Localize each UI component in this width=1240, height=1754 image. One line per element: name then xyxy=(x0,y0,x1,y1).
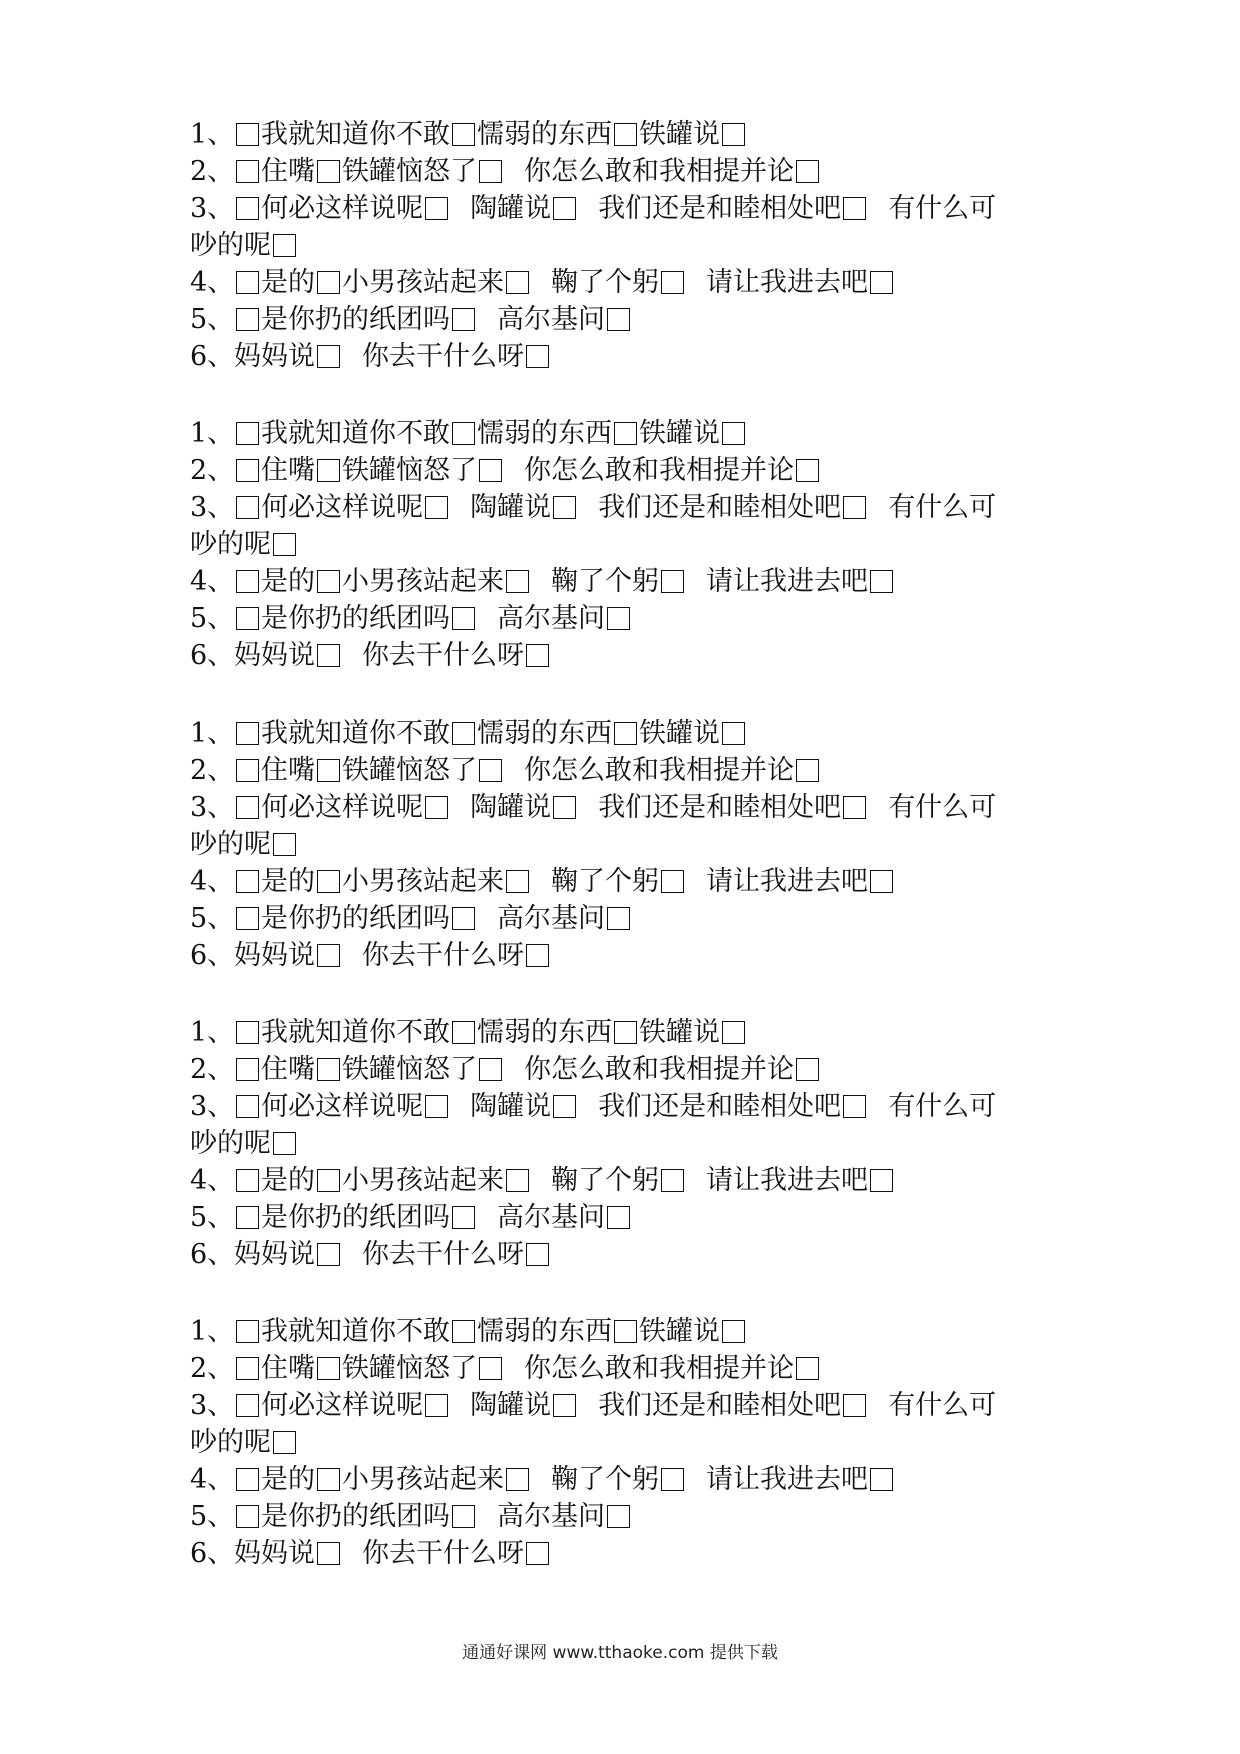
sentence-segment: 你怎么敢和我相提并论 xyxy=(524,1054,794,1085)
blank-box xyxy=(607,907,630,930)
sentence-segment: 你怎么敢和我相提并论 xyxy=(524,156,794,187)
question-5 xyxy=(190,900,1070,937)
blank-box xyxy=(843,1095,866,1118)
sentence-segment: 是你扔的纸团吗 xyxy=(261,1501,450,1532)
sentence-segment: 有什么可 xyxy=(888,492,997,523)
blank-box xyxy=(479,1357,502,1380)
sentence-segment: 妈妈说 xyxy=(234,1239,315,1270)
question-number: 3、 xyxy=(190,492,235,523)
blank-box xyxy=(607,308,630,331)
sentence-segment: 你怎么敢和我相提并论 xyxy=(524,1353,794,1384)
sentence-segment: 鞠了个躬 xyxy=(551,267,659,298)
blank-box xyxy=(236,1095,259,1118)
sentence-segment: 铁罐恼怒了 xyxy=(342,1353,477,1384)
sentence-segment: 懦弱的东西 xyxy=(477,418,612,449)
sentence-segment: 陶罐说 xyxy=(470,1390,552,1421)
question-number: 6、 xyxy=(190,940,235,971)
sentence-segment: 懦弱的东西 xyxy=(477,1316,612,1347)
question-number: 3、 xyxy=(190,1091,235,1122)
blank-box xyxy=(317,160,340,183)
question-number: 1、 xyxy=(190,1017,235,1048)
blank-box xyxy=(236,759,259,782)
blank-box xyxy=(506,271,529,294)
sentence-segment: 我就知道你不敢 xyxy=(261,119,450,150)
sentence-segment: 陶罐说 xyxy=(470,492,552,523)
blank-box xyxy=(236,160,259,183)
blank-box xyxy=(526,644,549,667)
sentence-segment: 懦弱的东西 xyxy=(477,718,612,749)
sentence-segment: 是的 xyxy=(261,1464,315,1495)
sentence-segment: 是的 xyxy=(261,1165,315,1196)
blank-box xyxy=(607,1206,630,1229)
blank-box xyxy=(722,123,745,146)
sentence-segment: 我就知道你不敢 xyxy=(261,418,450,449)
sentence-segment: 何必这样说呢 xyxy=(261,792,424,823)
blank-box xyxy=(614,722,637,745)
sentence-segment: 你去干什么呀 xyxy=(362,1538,524,1569)
question-number: 1、 xyxy=(190,418,235,449)
blank-box xyxy=(479,160,502,183)
sentence-segment: 小男孩站起来 xyxy=(342,566,504,597)
question-number: 3、 xyxy=(190,792,235,823)
question-6 xyxy=(190,637,1070,674)
blank-box xyxy=(273,1431,296,1454)
blank-box xyxy=(452,607,475,630)
question-3 xyxy=(190,190,1070,264)
blank-box xyxy=(236,271,259,294)
blank-box xyxy=(870,570,893,593)
question-number: 2、 xyxy=(190,1353,235,1384)
sentence-segment: 铁罐说 xyxy=(639,1017,720,1048)
sentence-segment: 你去干什么呀 xyxy=(362,341,524,372)
sentence-segment: 是的 xyxy=(261,267,315,298)
blank-box xyxy=(452,1206,475,1229)
blank-box xyxy=(236,123,259,146)
sentence-segment: 何必这样说呢 xyxy=(261,1390,424,1421)
blank-box xyxy=(479,759,502,782)
question-number: 6、 xyxy=(190,341,235,372)
blank-box xyxy=(607,1505,630,1528)
question-6 xyxy=(190,338,1070,375)
blank-box xyxy=(506,1169,529,1192)
sentence-segment: 住嘴 xyxy=(261,1054,315,1085)
sentence-segment: 我们还是和睦相处吧 xyxy=(598,193,842,224)
sentence-segment: 铁罐说 xyxy=(639,119,720,150)
question-1 xyxy=(190,415,1070,452)
question-2 xyxy=(190,1350,1070,1387)
exercise-block-1 xyxy=(190,116,1070,375)
blank-box xyxy=(236,496,259,519)
blank-box xyxy=(526,1542,549,1565)
question-number: 2、 xyxy=(190,1054,235,1085)
blank-box xyxy=(661,570,684,593)
sentence-segment: 高尔基问 xyxy=(497,603,605,634)
blank-box xyxy=(317,1169,340,1192)
sentence-segment: 鞠了个躬 xyxy=(551,1165,659,1196)
sentence-segment: 高尔基问 xyxy=(497,1202,605,1233)
blank-box xyxy=(236,197,259,220)
sentence-segment: 何必这样说呢 xyxy=(261,1091,424,1122)
blank-box xyxy=(452,123,475,146)
question-number: 1、 xyxy=(190,718,235,749)
blank-box xyxy=(614,422,637,445)
sentence-segment: 有什么可 xyxy=(888,193,997,224)
sentence-segment: 住嘴 xyxy=(261,455,315,486)
blank-box xyxy=(236,308,259,331)
sentence-segment: 是的 xyxy=(261,566,315,597)
blank-box xyxy=(553,796,576,819)
blank-box xyxy=(843,796,866,819)
blank-box xyxy=(273,1132,296,1155)
blank-box xyxy=(526,345,549,368)
blank-box xyxy=(317,1357,340,1380)
sentence-segment: 高尔基问 xyxy=(497,903,605,934)
blank-box xyxy=(236,1320,259,1343)
sentence-segment: 你去干什么呀 xyxy=(362,640,524,671)
blank-box xyxy=(796,1058,819,1081)
sentence-segment: 我就知道你不敢 xyxy=(261,1316,450,1347)
question-number: 4、 xyxy=(190,267,235,298)
question-1 xyxy=(190,715,1070,752)
blank-box xyxy=(506,870,529,893)
blank-box xyxy=(317,271,340,294)
blank-box xyxy=(796,459,819,482)
blank-box xyxy=(317,870,340,893)
blank-box xyxy=(452,422,475,445)
question-2 xyxy=(190,153,1070,190)
blank-box xyxy=(236,422,259,445)
blank-box xyxy=(553,496,576,519)
question-3 xyxy=(190,789,1070,863)
sentence-segment: 陶罐说 xyxy=(470,1091,552,1122)
sentence-segment: 是你扔的纸团吗 xyxy=(261,903,450,934)
sentence-segment: 小男孩站起来 xyxy=(342,1464,504,1495)
question-2 xyxy=(190,752,1070,789)
question-number: 6、 xyxy=(190,640,235,671)
sentence-segment: 有什么可 xyxy=(888,1390,997,1421)
blank-box xyxy=(236,1169,259,1192)
sentence-segment: 是你扔的纸团吗 xyxy=(261,304,450,335)
question-5 xyxy=(190,1199,1070,1236)
blank-box xyxy=(722,722,745,745)
blank-box xyxy=(236,796,259,819)
blank-box xyxy=(452,722,475,745)
sentence-segment: 住嘴 xyxy=(261,156,315,187)
question-number: 2、 xyxy=(190,455,235,486)
sentence-segment: 铁罐说 xyxy=(639,718,720,749)
blank-box xyxy=(614,1320,637,1343)
question-number: 5、 xyxy=(190,603,235,634)
sentence-segment: 请让我进去吧 xyxy=(706,267,868,298)
sentence-segment: 住嘴 xyxy=(261,1353,315,1384)
blank-box xyxy=(425,1394,448,1417)
blank-box xyxy=(317,1542,340,1565)
sentence-segment: 鞠了个躬 xyxy=(551,1464,659,1495)
question-number: 5、 xyxy=(190,304,235,335)
question-number: 2、 xyxy=(190,755,235,786)
sentence-segment: 我们还是和睦相处吧 xyxy=(598,1390,842,1421)
blank-box xyxy=(236,1357,259,1380)
blank-box xyxy=(236,1468,259,1491)
footer-credit: 通通好课网 www.tthaoke.com 提供下载 xyxy=(462,1643,778,1663)
question-number: 6、 xyxy=(190,1239,235,1270)
blank-box xyxy=(273,234,296,257)
sentence-segment: 请让我进去吧 xyxy=(706,1464,868,1495)
sentence-segment: 是你扔的纸团吗 xyxy=(261,603,450,634)
blank-box xyxy=(722,422,745,445)
blank-box xyxy=(236,570,259,593)
question-number: 4、 xyxy=(190,1464,235,1495)
sentence-segment: 吵的呢 xyxy=(190,829,271,860)
blank-box xyxy=(553,197,576,220)
sentence-segment: 有什么可 xyxy=(888,792,997,823)
blank-box xyxy=(273,533,296,556)
question-4 xyxy=(190,1162,1070,1199)
exercise-block-5 xyxy=(190,1313,1070,1572)
blank-box xyxy=(273,833,296,856)
sentence-segment: 陶罐说 xyxy=(470,193,552,224)
blank-box xyxy=(425,197,448,220)
sentence-segment: 吵的呢 xyxy=(190,1128,271,1159)
blank-box xyxy=(843,197,866,220)
question-3 xyxy=(190,1088,1070,1162)
sentence-segment: 你去干什么呀 xyxy=(362,1239,524,1270)
sentence-segment: 是的 xyxy=(261,866,315,897)
question-5 xyxy=(190,1498,1070,1535)
blank-box xyxy=(870,271,893,294)
blank-box xyxy=(317,459,340,482)
question-4 xyxy=(190,1461,1070,1498)
sentence-segment: 是你扔的纸团吗 xyxy=(261,1202,450,1233)
blank-box xyxy=(661,870,684,893)
blank-box xyxy=(553,1394,576,1417)
question-4 xyxy=(190,563,1070,600)
blank-box xyxy=(317,1243,340,1266)
blank-box xyxy=(870,1169,893,1192)
question-1 xyxy=(190,1014,1070,1051)
blank-box xyxy=(236,1394,259,1417)
blank-box xyxy=(425,496,448,519)
sentence-segment: 铁罐说 xyxy=(639,418,720,449)
question-number: 4、 xyxy=(190,566,235,597)
sentence-segment: 你怎么敢和我相提并论 xyxy=(524,455,794,486)
question-number: 5、 xyxy=(190,1501,235,1532)
question-1 xyxy=(190,116,1070,153)
sentence-segment: 我们还是和睦相处吧 xyxy=(598,492,842,523)
sentence-segment: 妈妈说 xyxy=(234,1538,315,1569)
sentence-segment: 陶罐说 xyxy=(470,792,552,823)
question-2 xyxy=(190,1051,1070,1088)
sentence-segment: 妈妈说 xyxy=(234,640,315,671)
sentence-segment: 高尔基问 xyxy=(497,1501,605,1532)
question-number: 5、 xyxy=(190,903,235,934)
sentence-segment: 请让我进去吧 xyxy=(706,1165,868,1196)
sentence-segment: 铁罐恼怒了 xyxy=(342,755,477,786)
blank-box xyxy=(452,1021,475,1044)
blank-box xyxy=(796,160,819,183)
exercise-block-3 xyxy=(190,715,1070,974)
blank-box xyxy=(317,345,340,368)
sentence-segment: 我们还是和睦相处吧 xyxy=(598,1091,842,1122)
blank-box xyxy=(452,308,475,331)
question-number: 1、 xyxy=(190,119,235,150)
sentence-segment: 吵的呢 xyxy=(190,529,271,560)
sentence-segment: 高尔基问 xyxy=(497,304,605,335)
sentence-segment: 你怎么敢和我相提并论 xyxy=(524,755,794,786)
question-number: 3、 xyxy=(190,193,235,224)
blank-box xyxy=(236,722,259,745)
question-number: 1、 xyxy=(190,1316,235,1347)
question-number: 2、 xyxy=(190,156,235,187)
blank-box xyxy=(506,570,529,593)
blank-box xyxy=(607,607,630,630)
question-3 xyxy=(190,489,1070,563)
sentence-segment: 铁罐恼怒了 xyxy=(342,156,477,187)
question-number: 4、 xyxy=(190,866,235,897)
blank-box xyxy=(425,1095,448,1118)
blank-box xyxy=(479,459,502,482)
sentence-segment: 铁罐恼怒了 xyxy=(342,1054,477,1085)
exercise-block-2 xyxy=(190,415,1070,674)
question-4 xyxy=(190,264,1070,301)
sentence-segment: 铁罐说 xyxy=(639,1316,720,1347)
blank-box xyxy=(843,1394,866,1417)
blank-box xyxy=(317,1058,340,1081)
blank-box xyxy=(425,796,448,819)
sentence-segment: 你去干什么呀 xyxy=(362,940,524,971)
blank-box xyxy=(452,907,475,930)
exercise-block-4 xyxy=(190,1014,1070,1273)
blank-box xyxy=(553,1095,576,1118)
blank-box xyxy=(506,1468,529,1491)
question-2 xyxy=(190,452,1070,489)
blank-box xyxy=(236,870,259,893)
sentence-segment: 小男孩站起来 xyxy=(342,866,504,897)
sentence-segment: 懦弱的东西 xyxy=(477,119,612,150)
blank-box xyxy=(317,759,340,782)
sentence-segment: 吵的呢 xyxy=(190,1427,271,1458)
sentence-segment: 鞠了个躬 xyxy=(551,866,659,897)
sentence-segment: 我们还是和睦相处吧 xyxy=(598,792,842,823)
sentence-segment: 鞠了个躬 xyxy=(551,566,659,597)
blank-box xyxy=(236,907,259,930)
blank-box xyxy=(236,607,259,630)
blank-box xyxy=(236,459,259,482)
blank-box xyxy=(236,1021,259,1044)
sentence-segment: 铁罐恼怒了 xyxy=(342,455,477,486)
sentence-segment: 住嘴 xyxy=(261,755,315,786)
sentence-segment: 有什么可 xyxy=(888,1091,997,1122)
blank-box xyxy=(870,870,893,893)
sentence-segment: 妈妈说 xyxy=(234,341,315,372)
blank-box xyxy=(796,759,819,782)
question-4 xyxy=(190,863,1070,900)
sentence-segment: 我就知道你不敢 xyxy=(261,1017,450,1048)
blank-box xyxy=(236,1505,259,1528)
blank-box xyxy=(479,1058,502,1081)
sentence-segment: 请让我进去吧 xyxy=(706,566,868,597)
question-6 xyxy=(190,1236,1070,1273)
blank-box xyxy=(843,496,866,519)
question-number: 3、 xyxy=(190,1390,235,1421)
blank-box xyxy=(870,1468,893,1491)
sentence-segment: 妈妈说 xyxy=(234,940,315,971)
blank-box xyxy=(722,1021,745,1044)
blank-box xyxy=(317,644,340,667)
question-number: 6、 xyxy=(190,1538,235,1569)
sentence-segment: 何必这样说呢 xyxy=(261,492,424,523)
blank-box xyxy=(796,1357,819,1380)
sentence-segment: 何必这样说呢 xyxy=(261,193,424,224)
question-1 xyxy=(190,1313,1070,1350)
sentence-segment: 请让我进去吧 xyxy=(706,866,868,897)
question-number: 5、 xyxy=(190,1202,235,1233)
question-3 xyxy=(190,1387,1070,1461)
blank-box xyxy=(452,1505,475,1528)
question-6 xyxy=(190,1535,1070,1572)
blank-box xyxy=(236,1058,259,1081)
blank-box xyxy=(526,1243,549,1266)
sentence-segment: 小男孩站起来 xyxy=(342,1165,504,1196)
sentence-segment: 小男孩站起来 xyxy=(342,267,504,298)
blank-box xyxy=(661,271,684,294)
sentence-segment: 吵的呢 xyxy=(190,230,271,261)
blank-box xyxy=(452,1320,475,1343)
sentence-segment: 懦弱的东西 xyxy=(477,1017,612,1048)
question-number: 4、 xyxy=(190,1165,235,1196)
blank-box xyxy=(317,944,340,967)
blank-box xyxy=(317,570,340,593)
sentence-segment: 我就知道你不敢 xyxy=(261,718,450,749)
blank-box xyxy=(236,1206,259,1229)
blank-box xyxy=(614,123,637,146)
question-5 xyxy=(190,600,1070,637)
blank-box xyxy=(661,1169,684,1192)
blank-box xyxy=(317,1468,340,1491)
blank-box xyxy=(661,1468,684,1491)
blank-box xyxy=(526,944,549,967)
blank-box xyxy=(722,1320,745,1343)
question-6 xyxy=(190,937,1070,974)
blank-box xyxy=(614,1021,637,1044)
question-5 xyxy=(190,301,1070,338)
